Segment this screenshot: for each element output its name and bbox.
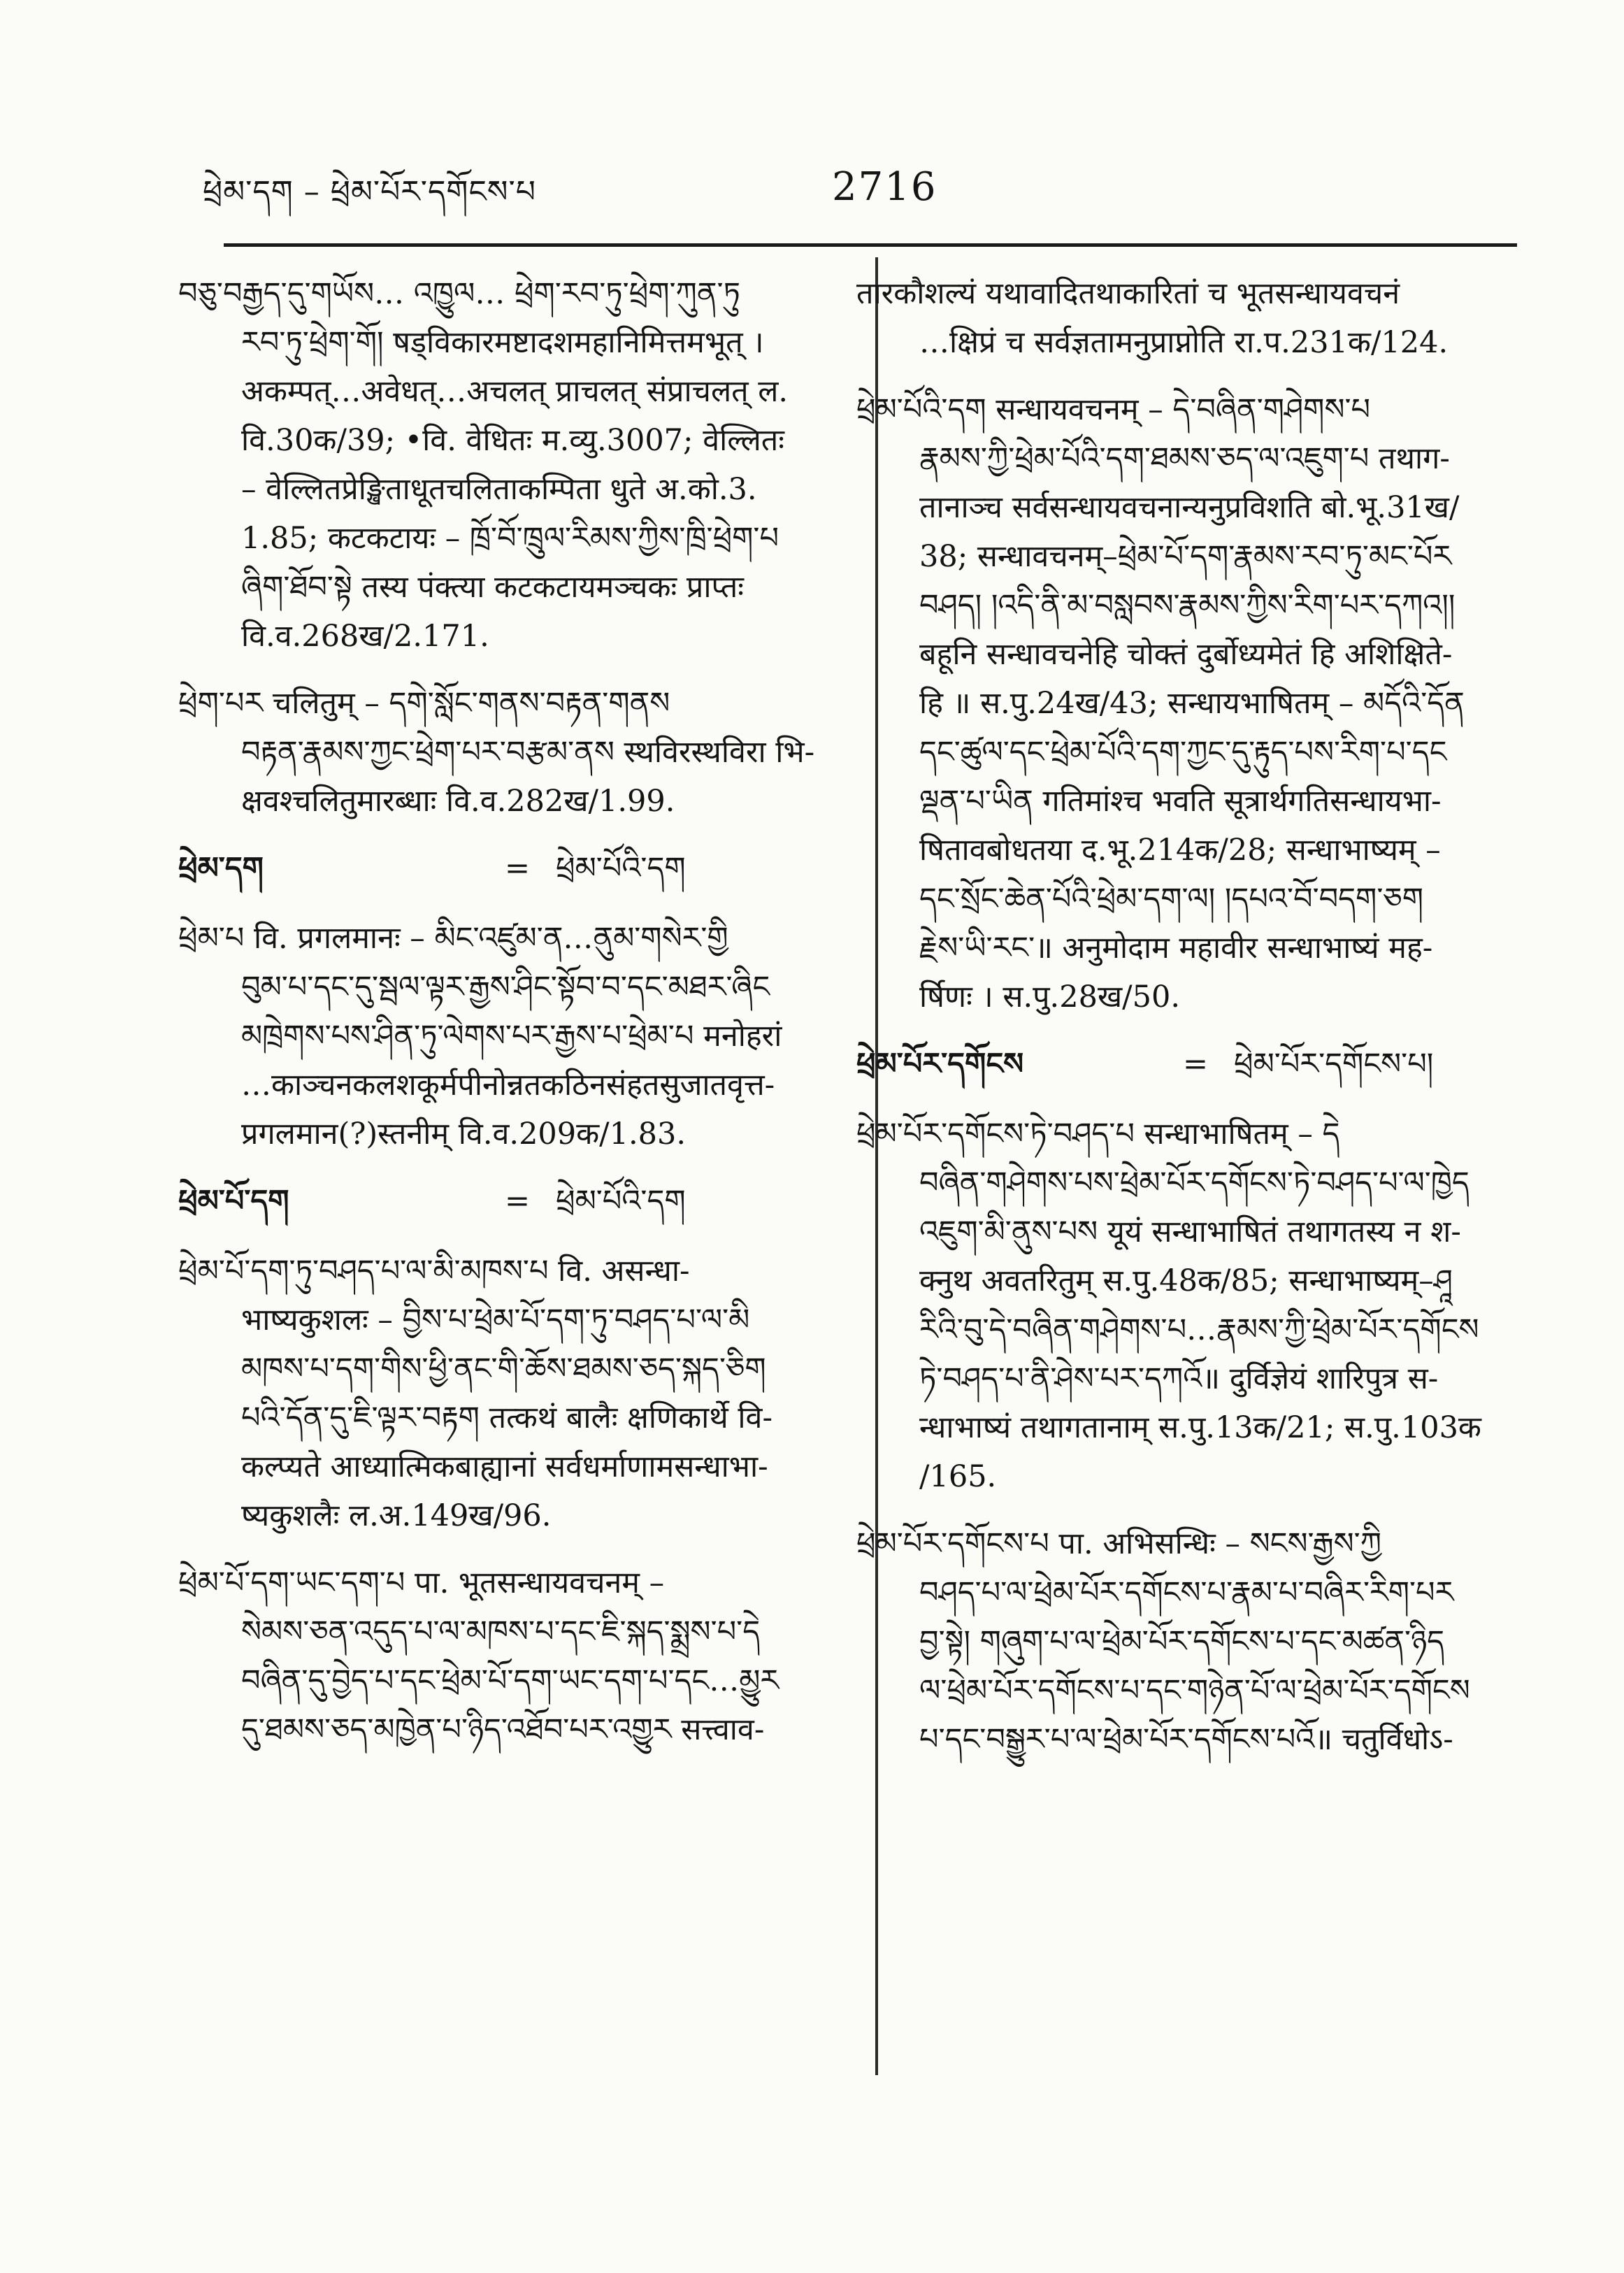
entry-first-line: ཕྲེམ་པོར་དགོངས་ཏེ་བཤད་པ सन्धाभाषितम् – དེ — [856, 1117, 1340, 1152]
dictionary-entry — [178, 1558, 849, 1754]
entry-line: …काञ्चनकलशकूर्मपीनोन्नतकठिनसंहतसुजातवृत्त- — [241, 1068, 775, 1103]
dictionary-entry — [856, 269, 1514, 367]
entry-line: वि.30क/39; •वि. वेधितः म.व्यु.3007; वेल्लितः — [241, 423, 784, 458]
entry-line: …क्षिप्रं च सर्वज्ञतामनुप्राप्नोति रा.प.231क/124. — [919, 325, 1449, 360]
xref-headword: ཕྲེམ་པོ་དག — [178, 1184, 289, 1219]
xref-equals: = — [504, 1184, 531, 1219]
entry-line: བྱ་སྟེ། གཞུག་པ་ལ་ཕྲེམ་པོར་དགོངས་པ་དང་མཚན་ཉིད — [919, 1624, 1444, 1659]
entry-line: རབ་ཏུ་ཕྲེག་གོ། षड्विकारमष्टादशमहानिमित्तमभूत् । — [241, 325, 764, 360]
entry-line: ष्यकुशलैः ल.अ.149ख/96. — [241, 1498, 552, 1533]
dictionary-entry — [178, 1247, 849, 1540]
entry-line: བཤད་པ་ལ་ཕྲེམ་པོར་དགོངས་པ་རྣམ་པ་བཞིར་རིག་པར — [919, 1575, 1454, 1610]
entry-line: ཞིག་ཐོབ་སྟེ तस्य पंक्त्या कटकटायमञ्चकः प्राप्तः — [241, 570, 744, 605]
entry-first-line: བཅུ་བརྒྱད་དུ་གཡོས… འཁྱུལ… ཕྲེག་རབ་ཏུ་ཕྲེག་ཀུན་ཏུ — [178, 276, 740, 311]
entry-line: བཤད། །འདི་ནི་མ་བསླབས་རྣམས་ཀྱིས་རིག་པར་དཀའ།། — [919, 588, 1456, 623]
page-number: 2716 — [832, 164, 937, 210]
entry-line: तानाञ्च सर्वसन्धायवचनान्यनुप्रविशति बो.भू.31ख/ — [919, 490, 1460, 525]
entry-line: འཇུག་མི་ནུས་པས यूयं सन्धाभाषितं तथागतस्य न श- — [919, 1214, 1461, 1249]
xref-equals: = — [504, 851, 531, 886]
xref-target: ཕྲེམ་པོའི་དག — [556, 851, 686, 886]
entry-line: དང་ཚུལ་དང་ཕྲེམ་པོའི་དག་ཀྱང་དུ་རྟུད་པས་རིག་པ་དང — [919, 735, 1447, 770]
entry-first-line: ཕྲེམ་པོ་དག་ཏུ་བཤད་པ་ལ་མི་མཁས་པ वि. असन्धा- — [178, 1254, 690, 1289]
cross-reference-entry — [178, 1177, 849, 1226]
entry-line: कल्प्यते आध्यात्मिकबाह्यानां सर्वधर्माणामसन्धाभा- — [241, 1449, 768, 1484]
entry-line: वि.व.268ख/2.171. — [241, 619, 489, 654]
entry-line: མཁྲེགས་པས་ཤིན་ཏུ་ལེགས་པར་རྒྱས་པ་ཕྲེམ་པ मनोहरां — [241, 1019, 782, 1054]
entry-line: པ་དང་བསྒྱུར་པ་ལ་ཕྲེམ་པོར་དགོངས་པའོ॥ चतुर्विधोऽ- — [919, 1722, 1453, 1757]
entry-line: དང་སྲོང་ཆེན་པོའི་ཕྲེམ་དག་ལ། །དཔའ་བོ་བདག་ཅག — [919, 882, 1423, 917]
entry-line: བཞིན་དུ་བྱེད་པ་དང་ཕྲེམ་པོ་དག་ཡང་དག་པ་དང…མྱུར — [241, 1663, 779, 1698]
entry-line: अकम्पत्…अवेधत्…अचलत् प्राचलत् संप्राचलत् ल. — [241, 374, 789, 409]
entry-line: षितावबोधतया द.भू.214क/28; सन्धाभाष्यम् – — [919, 833, 1441, 868]
entry-first-line: ཕྲེམ་པོའི་དག सन्धायवचनम् – དེ་བཞིན་གཤེགས་པ — [856, 392, 1371, 427]
cross-reference-entry — [856, 1040, 1514, 1089]
entry-line: ལྡན་པ་ཡིན गतिमांश्च भवति सूत्रार्थगतिसन्धायभा- — [919, 784, 1442, 819]
entry-line: བརྟན་རྣམས་ཀྱང་ཕྲེག་པར་བརྩམ་ནས स्थविरस्थविरा भि- — [241, 735, 815, 770]
xref-headword: ཕྲེམ་དག — [178, 851, 264, 886]
entry-line: རྣམས་ཀྱི་ཕྲེམ་པོའི་དག་ཐམས་ཅད་ལ་འཇུག་པ तथाग- — [919, 441, 1450, 476]
entry-line: མཁས་པ་དག་གིས་ཕྱི་ནང་གི་ཆོས་ཐམས་ཅད་སྐད་ཅིག — [241, 1351, 766, 1386]
right-column — [856, 269, 1514, 1782]
running-head: ཕྲེམ་དག – ཕྲེམ་པོར་དགོངས་པ — [203, 174, 536, 210]
entry-line: /165. — [919, 1459, 997, 1494]
entry-line: बहूनि सन्धावचनेहि चोक्तं दुर्बोध्यमेतं हि अशिक्षिते- — [919, 637, 1453, 672]
left-column — [178, 269, 849, 1772]
entry-first-line: तारकौशल्यं यथावादितथाकारितां च भूतसन्धायवचनं — [856, 276, 1400, 311]
entry-line: ལ་ཕྲེམ་པོར་དགོངས་པ་དང་གཉེན་པོ་ལ་ཕྲེམ་པོར་དགོངས — [919, 1673, 1470, 1708]
entry-line: པའི་དོན་དུ་ཇི་ལྟར་བརྟག तत्कथं बालैः क्षणिकार्थे वि- — [241, 1400, 773, 1435]
dictionary-entry — [178, 269, 849, 661]
dictionary-entry — [178, 679, 849, 826]
cross-reference-entry — [178, 844, 849, 893]
entry-line: र्षिणः । स.पु.28ख/50. — [919, 980, 1180, 1014]
entry-line: 1.85; कटकटायः – ཁྲོ་བོ་ཁྲུལ་རིམས་ཀྱིས་ཁྲི་ཕྲེག་པ — [241, 521, 779, 556]
entry-line: བུམ་པ་དང་དུ་སྦལ་ལྟར་རྒྱས་ཤིང་སྟོབ་བ་དང་མཐར་ཞིང — [241, 970, 770, 1005]
entry-first-line: ཕྲེམ་པ वि. प्रगलमानः – མིང་འཛུམ་ན…ནུམ་གསེར་གྱི — [178, 921, 728, 956]
entry-line: प्रगलमान(?)स्तनीम् वि.व.209क/1.83. — [241, 1117, 687, 1152]
dictionary-entry — [856, 1519, 1514, 1764]
entry-line: – वेल्लितप्रेङ्खिताधूतचलिताकम्पिता धुते अ.को.3. — [241, 472, 757, 507]
header-rule — [224, 243, 1517, 247]
entry-line: भाष्यकुशलः – བྱིས་པ་ཕྲེམ་པོ་དག་ཏུ་བཤད་པ་ལ་མི — [241, 1303, 750, 1338]
xref-headword: ཕྲེམ་པོར་དགོངས — [856, 1047, 1024, 1082]
dictionary-entry — [178, 914, 849, 1159]
entry-line: 38; सन्धावचनम्–ཕྲེམ་པོ་དག་རྣམས་རབ་ཏུ་མང་པོར — [919, 539, 1452, 574]
entry-line: हि ॥ स.पु.24ख/43; सन्धायभाषितम् – མདོའི་དོན — [919, 686, 1465, 721]
xref-target: ཕྲེམ་པོར་དགོངས་པ། — [1234, 1047, 1434, 1082]
entry-line: क्षवश्चलितुमारब्धाः वि.व.282ख/1.99. — [241, 784, 675, 819]
xref-target: ཕྲེམ་པོའི་དག — [556, 1184, 686, 1219]
entry-line: ཏེ་བཤད་པ་ནི་ཤེས་པར་དཀའོ॥ दुर्विज्ञेयं शारिपुत्र स- — [919, 1361, 1439, 1396]
entry-line: རྗེས་ཡི་རང་॥ अनुमोदाम महावीर सन्धाभाष्यं मह- — [919, 931, 1433, 966]
entry-first-line: ཕྲེམ་པོར་དགོངས་པ पा. अभिसन्धिः – སངས་རྒྱས་ཀྱི — [856, 1526, 1381, 1561]
entry-line: བཞིན་གཤེགས་པས་ཕྲེམ་པོར་དགོངས་ཏེ་བཤད་པ་ལ་ཁྱེད — [919, 1166, 1469, 1200]
xref-equals: = — [1182, 1047, 1209, 1082]
entry-line: न्धाभाष्यं तथागतानाम् स.पु.13क/21; स.पु.103क — [919, 1410, 1481, 1445]
entry-line: དུ་ཐམས་ཅད་མཁྱེན་པ་ཉིད་འཐོབ་པར་འགྱུར सत्त्वाव- — [241, 1712, 765, 1747]
entry-first-line: ཕྲེག་པར चलितुम् – དགེ་སློང་གནས་བརྟན་གནས — [178, 686, 670, 721]
entry-first-line: ཕྲེམ་པོ་དག་ཡང་དག་པ पा. भूतसन्धायवचनम् – — [178, 1565, 665, 1600]
dictionary-entry — [856, 1110, 1514, 1501]
dictionary-entry — [856, 385, 1514, 1021]
entry-line: क्नुथ अवतरितुम् स.पु.48क/85; सन्धाभाष्यम्–ཤཱ — [919, 1263, 1453, 1298]
entry-line: སེམས་ཅན་འདུད་པ་ལ་མཁས་པ་དང་ཇི་སྐད་སྨྲས་པ་དེ — [241, 1614, 761, 1649]
entry-line: རིའི་བུ་དེ་བཞིན་གཤེགས་པ…རྣམས་ཀྱི་ཕྲེམ་པོར་དགོངས — [919, 1312, 1479, 1347]
